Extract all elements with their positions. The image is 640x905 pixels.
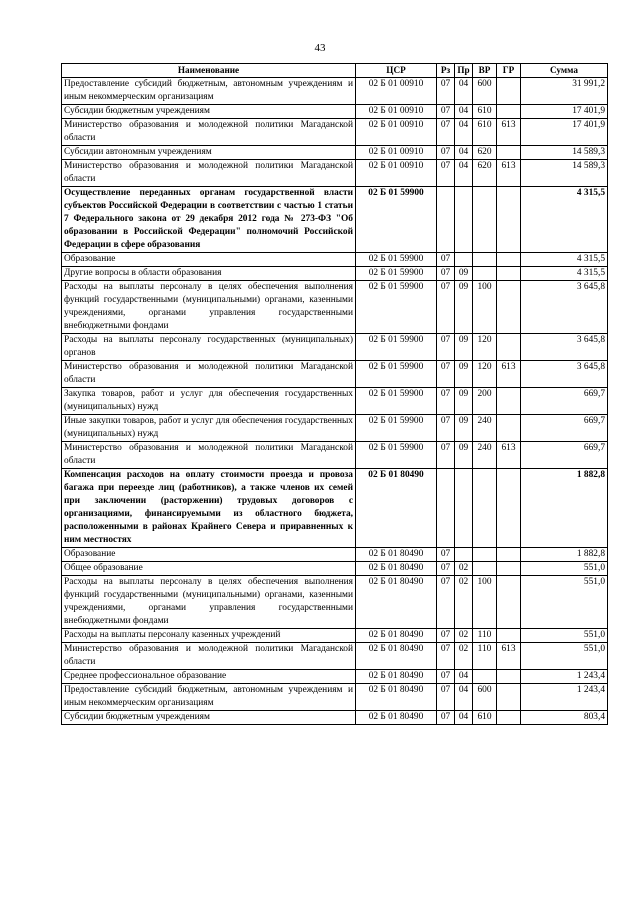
row-gr — [497, 105, 521, 119]
table-row — [62, 548, 608, 562]
table-row — [62, 105, 608, 119]
table-row — [62, 629, 608, 643]
row-gr — [497, 267, 521, 281]
row-vr — [473, 187, 497, 253]
row-name: Осуществление переданных органам государственной власти субъектов Российской Федерации в соответствии с частью 1 статьи 7 Федерального закона от 29 декабря 2012 года № 273-ФЗ "Об образовании в Российской Федерации" полномочий Российской Федерации в сфере образования — [62, 187, 356, 253]
row-name: Предоставление субсидий бюджетным, автономным учреждениям и иным некоммерческим организациям — [62, 684, 356, 711]
row-rz: 07 — [437, 146, 455, 160]
table-row — [62, 187, 608, 253]
row-rz: 07 — [437, 334, 455, 361]
row-rz: 07 — [437, 684, 455, 711]
row-name: Образование — [62, 548, 356, 562]
page-number: 43 — [314, 42, 326, 54]
row-sum: 14 589,3 — [521, 146, 608, 160]
row-rz: 07 — [437, 78, 455, 105]
row-name: Расходы на выплаты персоналу в целях обеспечения выполнения функций государственными (муниципальными) органами, казенными учреждениями, органами управления государственными внебюджетными фондами — [62, 576, 356, 629]
row-rz: 07 — [437, 160, 455, 187]
row-vr: 610 — [473, 105, 497, 119]
row-name: Министерство образования и молодежной политики Магаданской области — [62, 119, 356, 146]
row-rz: 07 — [437, 281, 455, 334]
row-csr: 02 Б 01 59900 — [356, 334, 437, 361]
row-gr — [497, 334, 521, 361]
row-csr: 02 Б 01 00910 — [356, 146, 437, 160]
row-csr: 02 Б 01 80490 — [356, 548, 437, 562]
row-sum: 17 401,9 — [521, 119, 608, 146]
row-csr: 02 Б 01 59900 — [356, 442, 437, 469]
row-rz: 07 — [437, 711, 455, 725]
row-sum: 803,4 — [521, 711, 608, 725]
row-gr: 613 — [497, 643, 521, 670]
table-row — [62, 78, 608, 105]
row-rz: 07 — [437, 361, 455, 388]
row-vr: 100 — [473, 576, 497, 629]
row-name: Расходы на выплаты персоналу казенных учреждений — [62, 629, 356, 643]
row-gr — [497, 684, 521, 711]
row-gr — [497, 576, 521, 629]
table-row — [62, 562, 608, 576]
row-pr: 02 — [455, 629, 473, 643]
row-pr — [455, 548, 473, 562]
row-name: Министерство образования и молодежной политики Магаданской области — [62, 643, 356, 670]
row-sum: 551,0 — [521, 643, 608, 670]
row-gr — [497, 629, 521, 643]
row-csr: 02 Б 01 80490 — [356, 643, 437, 670]
row-vr: 610 — [473, 711, 497, 725]
row-name: Компенсация расходов на оплату стоимости проезда и провоза багажа при переезде лиц (работников), а также членов их семей при заключении (расторжении) трудовых договоров с организациями, финансируемыми из областного бюджета, расположенными в районах Крайнего Севера и приравненных к ним местностях — [62, 469, 356, 548]
table-body — [62, 78, 608, 725]
row-gr: 613 — [497, 361, 521, 388]
row-pr: 04 — [455, 670, 473, 684]
table-row — [62, 711, 608, 725]
row-pr: 09 — [455, 415, 473, 442]
row-vr: 100 — [473, 281, 497, 334]
row-csr: 02 Б 01 59900 — [356, 388, 437, 415]
row-pr: 04 — [455, 119, 473, 146]
row-csr: 02 Б 01 59900 — [356, 267, 437, 281]
row-rz: 07 — [437, 576, 455, 629]
row-gr: 613 — [497, 160, 521, 187]
row-vr: 610 — [473, 119, 497, 146]
row-sum: 551,0 — [521, 576, 608, 629]
row-pr — [455, 253, 473, 267]
table-row — [62, 670, 608, 684]
row-pr — [455, 187, 473, 253]
row-sum: 1 882,8 — [521, 548, 608, 562]
table-row — [62, 576, 608, 629]
row-pr: 04 — [455, 146, 473, 160]
row-sum: 4 315,5 — [521, 253, 608, 267]
row-vr — [473, 548, 497, 562]
row-sum: 31 991,2 — [521, 78, 608, 105]
row-csr: 02 Б 01 59900 — [356, 187, 437, 253]
row-sum: 4 315,5 — [521, 187, 608, 253]
row-sum: 669,7 — [521, 388, 608, 415]
table-row — [62, 361, 608, 388]
row-gr — [497, 415, 521, 442]
table-row — [62, 469, 608, 548]
row-rz: 07 — [437, 643, 455, 670]
row-vr — [473, 469, 497, 548]
row-csr: 02 Б 01 59900 — [356, 361, 437, 388]
row-csr: 02 Б 01 00910 — [356, 119, 437, 146]
row-name: Министерство образования и молодежной политики Магаданской области — [62, 160, 356, 187]
row-csr: 02 Б 01 80490 — [356, 576, 437, 629]
row-gr — [497, 78, 521, 105]
row-pr: 09 — [455, 334, 473, 361]
row-name: Министерство образования и молодежной политики Магаданской области — [62, 442, 356, 469]
row-pr: 02 — [455, 576, 473, 629]
row-csr: 02 Б 01 80490 — [356, 670, 437, 684]
row-gr — [497, 548, 521, 562]
row-csr: 02 Б 01 59900 — [356, 253, 437, 267]
row-vr: 620 — [473, 146, 497, 160]
table-row — [62, 253, 608, 267]
row-gr — [497, 187, 521, 253]
row-vr: 240 — [473, 415, 497, 442]
table-row — [62, 643, 608, 670]
row-rz: 07 — [437, 105, 455, 119]
budget-table — [61, 63, 608, 725]
row-pr: 04 — [455, 78, 473, 105]
row-gr — [497, 253, 521, 267]
table-header-row — [62, 64, 608, 78]
row-name: Общее образование — [62, 562, 356, 576]
row-name: Субсидии бюджетным учреждениям — [62, 711, 356, 725]
row-sum: 3 645,8 — [521, 281, 608, 334]
row-csr: 02 Б 01 59900 — [356, 415, 437, 442]
row-vr: 200 — [473, 388, 497, 415]
row-gr — [497, 469, 521, 548]
row-csr: 02 Б 01 00910 — [356, 78, 437, 105]
row-vr: 240 — [473, 442, 497, 469]
row-rz: 07 — [437, 388, 455, 415]
row-sum: 4 315,5 — [521, 267, 608, 281]
row-vr: 120 — [473, 334, 497, 361]
row-pr: 09 — [455, 361, 473, 388]
row-rz: 07 — [437, 670, 455, 684]
row-gr: 613 — [497, 119, 521, 146]
table-row — [62, 415, 608, 442]
row-pr — [455, 469, 473, 548]
row-pr: 09 — [455, 281, 473, 334]
row-rz: 07 — [437, 253, 455, 267]
row-csr: 02 Б 01 00910 — [356, 105, 437, 119]
row-csr: 02 Б 01 80490 — [356, 469, 437, 548]
row-name: Расходы на выплаты персоналу государственных (муниципальных) органов — [62, 334, 356, 361]
row-rz: 07 — [437, 562, 455, 576]
row-pr: 02 — [455, 643, 473, 670]
row-pr: 04 — [455, 684, 473, 711]
row-vr: 600 — [473, 684, 497, 711]
row-rz — [437, 187, 455, 253]
row-gr — [497, 711, 521, 725]
row-sum: 1 882,8 — [521, 469, 608, 548]
row-pr: 09 — [455, 388, 473, 415]
row-pr: 09 — [455, 442, 473, 469]
table-row — [62, 146, 608, 160]
row-rz: 07 — [437, 548, 455, 562]
row-vr: 600 — [473, 78, 497, 105]
header-gr: ГР — [497, 64, 521, 78]
row-name: Расходы на выплаты персоналу в целях обеспечения выполнения функций государственными (муниципальными) органами, казенными учреждениями, органами управления государственными внебюджетными фондами — [62, 281, 356, 334]
row-pr: 04 — [455, 105, 473, 119]
row-gr — [497, 388, 521, 415]
row-rz: 07 — [437, 415, 455, 442]
row-csr: 02 Б 01 80490 — [356, 684, 437, 711]
row-sum: 17 401,9 — [521, 105, 608, 119]
row-name: Другие вопросы в области образования — [62, 267, 356, 281]
row-name: Субсидии автономным учреждениям — [62, 146, 356, 160]
row-sum: 669,7 — [521, 442, 608, 469]
row-gr — [497, 670, 521, 684]
row-pr: 09 — [455, 267, 473, 281]
row-vr — [473, 670, 497, 684]
row-vr — [473, 562, 497, 576]
header-sum: Сумма — [521, 64, 608, 78]
row-csr: 02 Б 01 00910 — [356, 160, 437, 187]
row-name: Иные закупки товаров, работ и услуг для обеспечения государственных (муниципальных) нужд — [62, 415, 356, 442]
row-gr — [497, 281, 521, 334]
row-sum: 551,0 — [521, 562, 608, 576]
row-csr: 02 Б 01 80490 — [356, 629, 437, 643]
row-sum: 1 243,4 — [521, 670, 608, 684]
row-rz: 07 — [437, 442, 455, 469]
table-row — [62, 334, 608, 361]
row-vr: 120 — [473, 361, 497, 388]
row-name: Образование — [62, 253, 356, 267]
row-pr: 04 — [455, 711, 473, 725]
table-row — [62, 442, 608, 469]
header-pr: Пр — [455, 64, 473, 78]
row-sum: 1 243,4 — [521, 684, 608, 711]
row-sum: 551,0 — [521, 629, 608, 643]
row-pr: 02 — [455, 562, 473, 576]
table-row — [62, 281, 608, 334]
row-gr — [497, 562, 521, 576]
header-vr: ВР — [473, 64, 497, 78]
header-rz: Рз — [437, 64, 455, 78]
row-name: Предоставление субсидий бюджетным, автономным учреждениям и иным некоммерческим организациям — [62, 78, 356, 105]
table-row — [62, 388, 608, 415]
table-row — [62, 160, 608, 187]
header-csr: ЦСР — [356, 64, 437, 78]
row-vr: 620 — [473, 160, 497, 187]
row-gr: 613 — [497, 442, 521, 469]
row-vr: 110 — [473, 643, 497, 670]
row-name: Закупка товаров, работ и услуг для обеспечения государственных (муниципальных) нужд — [62, 388, 356, 415]
row-pr: 04 — [455, 160, 473, 187]
row-rz: 07 — [437, 629, 455, 643]
row-name: Среднее профессиональное образование — [62, 670, 356, 684]
row-csr: 02 Б 01 80490 — [356, 711, 437, 725]
row-rz — [437, 469, 455, 548]
row-rz: 07 — [437, 119, 455, 146]
row-sum: 3 645,8 — [521, 361, 608, 388]
row-vr — [473, 253, 497, 267]
row-vr — [473, 267, 497, 281]
row-name: Субсидии бюджетным учреждениям — [62, 105, 356, 119]
row-sum: 14 589,3 — [521, 160, 608, 187]
row-vr: 110 — [473, 629, 497, 643]
row-csr: 02 Б 01 80490 — [356, 562, 437, 576]
row-sum: 669,7 — [521, 415, 608, 442]
table-row — [62, 684, 608, 711]
table-row — [62, 267, 608, 281]
row-rz: 07 — [437, 267, 455, 281]
row-name: Министерство образования и молодежной политики Магаданской области — [62, 361, 356, 388]
row-csr: 02 Б 01 59900 — [356, 281, 437, 334]
row-sum: 3 645,8 — [521, 334, 608, 361]
row-gr — [497, 146, 521, 160]
table-row — [62, 119, 608, 146]
header-name: Наименование — [62, 64, 356, 78]
